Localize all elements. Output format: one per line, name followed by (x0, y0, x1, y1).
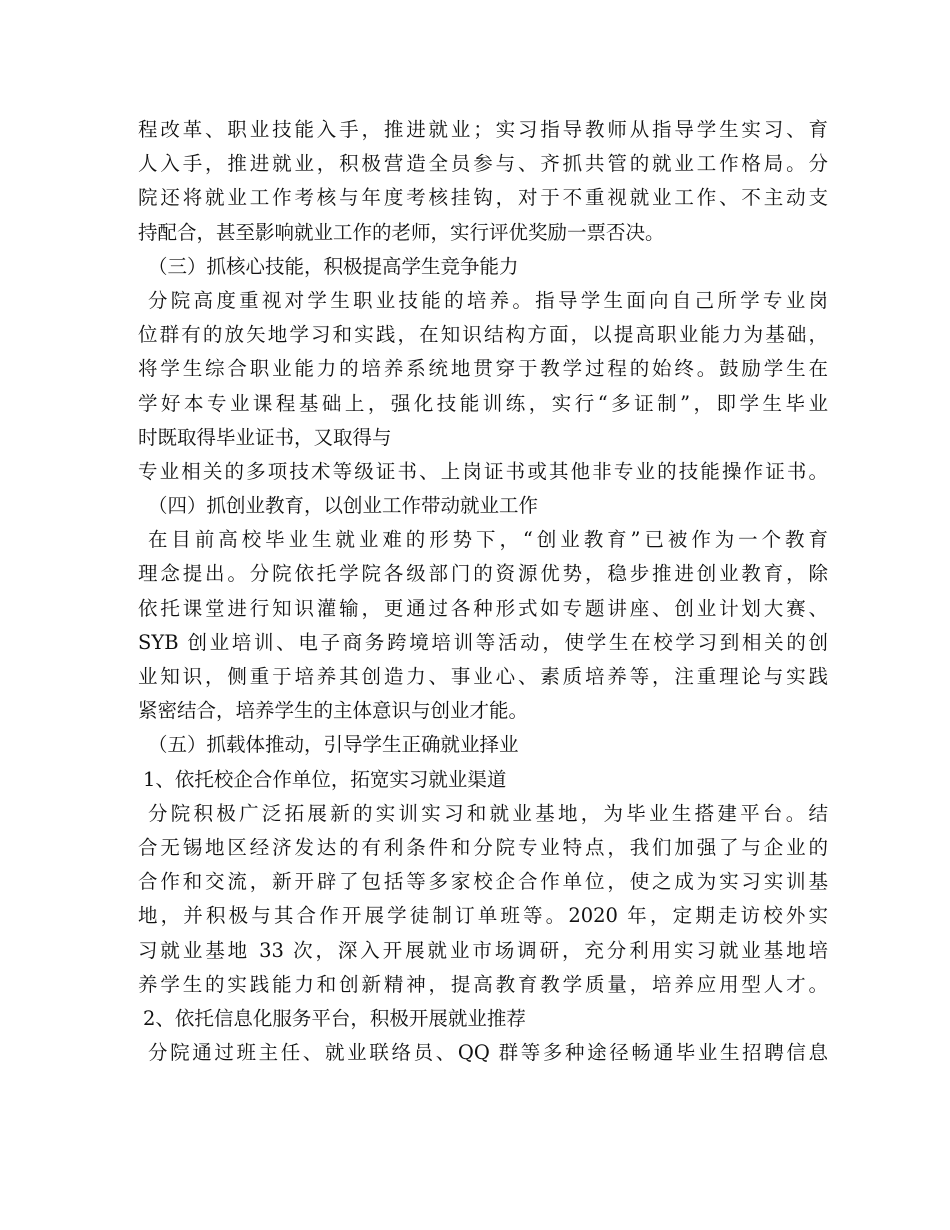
text-line: 理念提出。分院依托学院各级部门的资源优势，稳步推进创业教育，除 (138, 562, 828, 586)
text-line: 时既取得毕业证书，又取得与 (138, 425, 392, 449)
text-line: 依托课堂进行知识灌输，更通过各种形式如专题讲座、创业计划大赛、 (138, 596, 828, 620)
text-line: 位群有的放矢地学习和实践，在知识结构方面，以提高职业能力为基础， (138, 323, 828, 347)
text-line: 专业相关的多项技术等级证书、上岗证书或其他非专业的技能操作证书。 (138, 459, 828, 483)
text-line: 在目前高校毕业生就业难的形势下，“创业教育”已被作为一个教育 (148, 528, 828, 552)
text-line: 学好本专业课程基础上，强化技能训练，实行“多证制”，即学生毕业 (138, 391, 828, 415)
text-line: 习就业基地 33 次，深入开展就业市场调研，充分利用实习就业基地培 (138, 938, 828, 962)
text-line: 地，并积极与其合作开展学徒制订单班等。2020 年，定期走访校外实 (138, 904, 828, 928)
text-line: SYB 创业培训、电子商务跨境培训等活动，使学生在校学习到相关的创 (138, 630, 828, 654)
section-heading: （三）抓核心技能，积极提高学生竞争能力 (148, 254, 519, 278)
text-line: 程改革、职业技能入手，推进就业；实习指导教师从指导学生实习、育 (138, 118, 828, 141)
text-line: 将学生综合职业能力的培养系统地贯穿于教学过程的始终。鼓励学生在 (138, 357, 828, 381)
text-line: 分院高度重视对学生职业技能的培养。指导学生面向自己所学专业岗 (148, 288, 828, 312)
subsection-heading: 1、依托校企合作单位，拓宽实习就业渠道 (143, 767, 507, 791)
text-line: 人入手，推进就业，积极营造全员参与、齐抓共管的就业工作格局。分 (138, 152, 828, 176)
text-line: 分院积极广泛拓展新的实训实习和就业基地，为毕业生搭建平台。结 (148, 801, 828, 825)
text-line: 持配合，甚至影响就业工作的老师，实行评优奖励一票否决。 (138, 220, 665, 244)
text-line: 院还将就业工作考核与年度考核挂钩，对于不重视就业工作、不主动支 (138, 186, 828, 210)
section-heading: （四）抓创业教育，以创业工作带动就业工作 (148, 494, 539, 518)
text-line: 业知识，侧重于培养其创造力、事业心、素质培养等，注重理论与实践 (138, 665, 828, 688)
text-line: 合作和交流，新开辟了包括等多家校企合作单位，使之成为实习实训基 (138, 870, 828, 894)
text-line: 养学生的实践能力和创新精神，提高教育教学质量，培养应用型人才。 (138, 972, 828, 996)
section-heading: （五）抓载体推动，引导学生正确就业择业 (148, 733, 519, 757)
text-line: 合无锡地区经济发达的有利条件和分院专业特点，我们加强了与企业的 (138, 835, 828, 859)
subsection-heading: 2、依托信息化服务平台，积极开展就业推荐 (143, 1006, 526, 1030)
document-body-text (138, 113, 828, 1070)
text-line: 紧密结合，培养学生的主体意识与创业才能。 (138, 699, 529, 723)
text-line: 分院通过班主任、就业联络员、QQ 群等多种途径畅通毕业生招聘信息 (148, 1041, 828, 1065)
